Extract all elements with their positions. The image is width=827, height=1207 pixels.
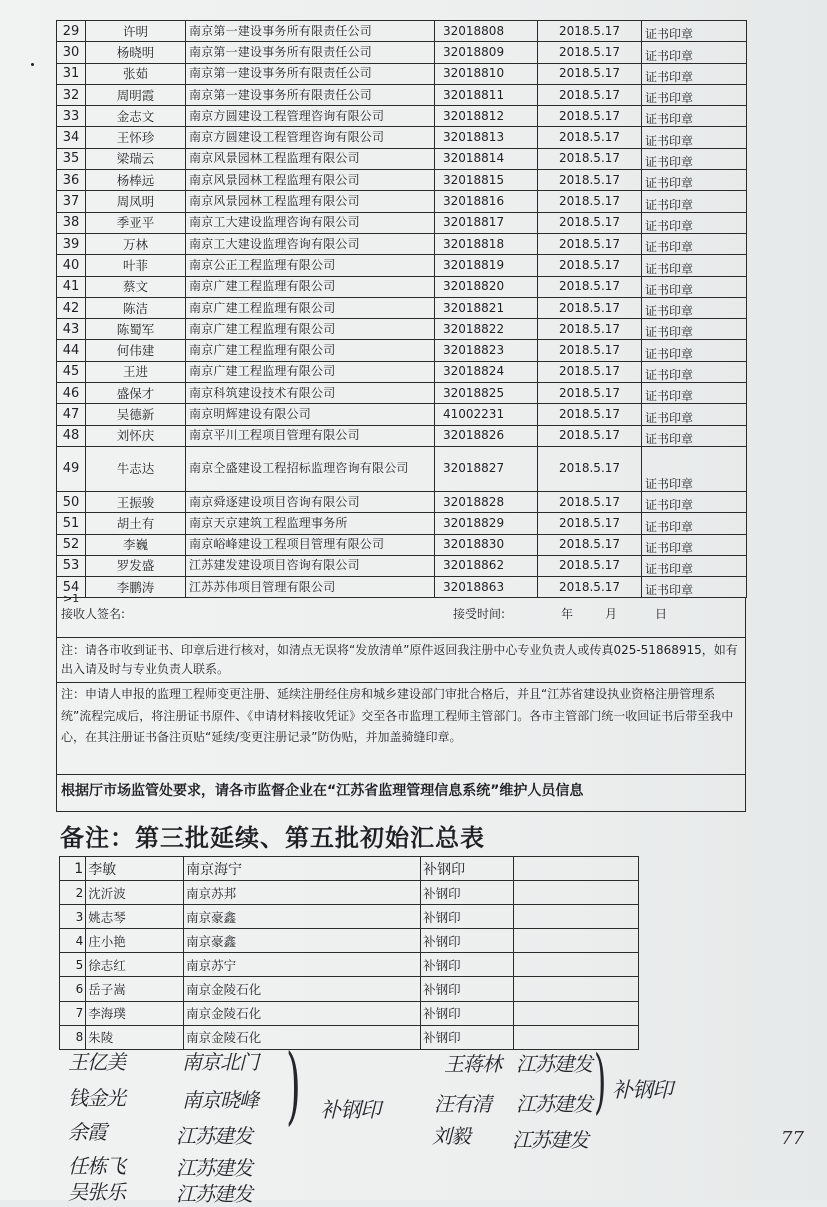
company-name: 南京工大建设监理咨询有限公司 xyxy=(186,233,435,254)
table-row xyxy=(57,577,747,598)
company-name: 南京广建工程监理有限公司 xyxy=(186,340,435,361)
remark-cell: 证书印章 xyxy=(642,63,747,84)
issue-date: 2018.5.17 xyxy=(538,577,642,598)
row-number: 4 xyxy=(60,929,86,953)
remedy-item: 补钢印 xyxy=(421,857,514,881)
table-row xyxy=(60,953,639,977)
stray-mark xyxy=(31,63,34,66)
certificate-number: 32018816 xyxy=(435,191,538,212)
company-name: 南京豪鑫 xyxy=(184,905,421,929)
person-name: 王怀珍 xyxy=(86,127,186,148)
row-number: 31 xyxy=(57,63,86,84)
certificate-number: 32018821 xyxy=(435,297,538,318)
certificate-number: 32018818 xyxy=(435,233,538,254)
handwritten-brace: ) xyxy=(594,1040,607,1122)
person-name: 朱陵 xyxy=(86,1025,184,1049)
table-row xyxy=(57,63,747,84)
certificate-number: 32018862 xyxy=(435,555,538,576)
remark-cell: 证书印章 xyxy=(642,319,747,340)
company-name: 南京第一建设事务所有限责任公司 xyxy=(186,21,435,42)
handwritten-company: 江苏建发 xyxy=(176,1124,252,1148)
handwritten-brace: ) xyxy=(286,1036,301,1134)
company-name: 南京金陵石化 xyxy=(184,1001,421,1025)
empty-cell xyxy=(513,953,638,977)
issue-date: 2018.5.17 xyxy=(538,361,642,382)
company-name: 南京峪峰建设工程项目管理有限公司 xyxy=(186,534,435,555)
row-number: 49 xyxy=(57,446,86,491)
company-name: 南京苏宁 xyxy=(184,953,421,977)
table-row xyxy=(57,127,747,148)
company-name: 南京金陵石化 xyxy=(184,1025,421,1049)
person-name: 王进 xyxy=(86,361,186,382)
person-name: 叶菲 xyxy=(86,255,186,276)
issue-date: 2018.5.17 xyxy=(538,319,642,340)
certificate-number: 32018826 xyxy=(435,425,538,446)
remedy-item: 补钢印 xyxy=(421,1025,514,1049)
signature-section xyxy=(56,592,746,638)
remark-cell: 证书印章 xyxy=(642,255,747,276)
company-name: 南京方圆建设工程管理咨询有限公司 xyxy=(186,106,435,127)
table-row xyxy=(60,1025,639,1049)
issue-date: 2018.5.17 xyxy=(538,491,642,512)
table-row xyxy=(57,340,747,361)
row-number: 29 xyxy=(57,21,86,42)
company-name: 江苏建发建设项目咨询有限公司 xyxy=(186,555,435,576)
person-name: 李巍 xyxy=(86,534,186,555)
table-row xyxy=(57,383,747,404)
person-name: 周明霞 xyxy=(86,84,186,105)
person-name: 沈沂波 xyxy=(86,881,184,905)
person-name: 许明 xyxy=(86,21,186,42)
company-name: 南京天京建筑工程监理事务所 xyxy=(186,513,435,534)
table-row xyxy=(57,319,747,340)
company-name: 南京第一建设事务所有限责任公司 xyxy=(186,84,435,105)
handwritten-note: 补钢印 xyxy=(320,1098,380,1122)
person-name: 蔡文 xyxy=(86,276,186,297)
person-name: 姚志琴 xyxy=(86,905,184,929)
table-row xyxy=(57,513,747,534)
remark-cell: 证书印章 xyxy=(642,297,747,318)
handwritten-name: 吴张乐 xyxy=(68,1180,125,1204)
issue-date: 2018.5.17 xyxy=(538,276,642,297)
table-row xyxy=(60,857,639,881)
handwritten-company: 江苏建发 xyxy=(176,1156,252,1180)
row-number: 34 xyxy=(57,127,86,148)
receiver-signature-label: 接收人签名: xyxy=(61,607,126,621)
company-name: 南京第一建设事务所有限责任公司 xyxy=(186,42,435,63)
handwritten-name: 王蒋林 xyxy=(444,1052,501,1076)
remark-cell: 证书印章 xyxy=(642,446,747,491)
table-row xyxy=(60,905,639,929)
empty-cell xyxy=(513,929,638,953)
remark-cell: 证书印章 xyxy=(642,191,747,212)
row-number: 48 xyxy=(57,425,86,446)
issue-date: 2018.5.17 xyxy=(538,534,642,555)
table-row xyxy=(57,276,747,297)
person-name: 万林 xyxy=(86,233,186,254)
company-name: 南京风景园林工程监理有限公司 xyxy=(186,170,435,191)
certificate-number: 32018810 xyxy=(435,63,538,84)
issue-date: 2018.5.17 xyxy=(538,233,642,254)
remark-cell: 证书印章 xyxy=(642,233,747,254)
certificate-number: 32018824 xyxy=(435,361,538,382)
table-row xyxy=(57,297,747,318)
issue-date: 2018.5.17 xyxy=(538,404,642,425)
person-name: 王振骏 xyxy=(86,491,186,512)
handwritten-name: 王亿美 xyxy=(68,1050,125,1074)
table-row xyxy=(57,534,747,555)
remark-cell: 证书印章 xyxy=(642,491,747,512)
certificate-number: 41002231 xyxy=(435,404,538,425)
person-name: 吴德新 xyxy=(86,404,186,425)
row-number: 50 xyxy=(57,491,86,512)
receive-time-label: 接受时间: xyxy=(453,607,506,621)
note-system-maintenance: 根据厅市场监管处要求，请各市监督企业在“江苏省监理管理信息系统”维护人员信息 xyxy=(56,775,746,812)
row-number: 40 xyxy=(57,255,86,276)
issue-date: 2018.5.17 xyxy=(538,127,642,148)
person-name: 罗发盛 xyxy=(86,555,186,576)
table-row xyxy=(57,491,747,512)
remark-cell: 证书印章 xyxy=(642,42,747,63)
company-name: 南京平川工程项目管理有限公司 xyxy=(186,425,435,446)
table-row xyxy=(57,84,747,105)
remark-cell: 证书印章 xyxy=(642,425,747,446)
remedy-item: 补钢印 xyxy=(421,1001,514,1025)
issue-date: 2018.5.17 xyxy=(538,383,642,404)
handwritten-mark: >1 xyxy=(63,592,80,605)
handwritten-company: 江苏建发 xyxy=(516,1052,592,1076)
remark-cell: 证书印章 xyxy=(642,170,747,191)
company-name: 南京金陵石化 xyxy=(184,977,421,1001)
handwritten-name: 汪有清 xyxy=(434,1092,491,1116)
remedy-item: 补钢印 xyxy=(421,953,514,977)
issue-date: 2018.5.17 xyxy=(538,255,642,276)
row-number: 39 xyxy=(57,233,86,254)
remark-cell: 证书印章 xyxy=(642,577,747,598)
person-name: 金志文 xyxy=(86,106,186,127)
issue-date: 2018.5.17 xyxy=(538,106,642,127)
certificate-number: 32018811 xyxy=(435,84,538,105)
table-row xyxy=(57,233,747,254)
certificate-number: 32018822 xyxy=(435,319,538,340)
company-name: 南京海宁 xyxy=(184,857,421,881)
month-label: 月 xyxy=(605,607,618,621)
remedy-item: 补钢印 xyxy=(421,977,514,1001)
remark-cell: 证书印章 xyxy=(642,513,747,534)
row-number: 30 xyxy=(57,42,86,63)
row-number: 47 xyxy=(57,404,86,425)
company-name: 南京豪鑫 xyxy=(184,929,421,953)
certificate-number: 32018808 xyxy=(435,21,538,42)
row-number: 44 xyxy=(57,340,86,361)
row-number: 53 xyxy=(57,555,86,576)
remark-cell: 证书印章 xyxy=(642,127,747,148)
table-row xyxy=(57,555,747,576)
row-number: 52 xyxy=(57,534,86,555)
remark-cell: 证书印章 xyxy=(642,276,747,297)
certificate-number: 32018828 xyxy=(435,491,538,512)
table-row xyxy=(57,404,747,425)
company-name: 南京方圆建设工程管理咨询有限公司 xyxy=(186,127,435,148)
company-name: 南京风景园林工程监理有限公司 xyxy=(186,191,435,212)
row-number: 5 xyxy=(60,953,86,977)
table-row xyxy=(57,361,747,382)
handwritten-company: 江苏建发 xyxy=(512,1128,588,1152)
issue-date: 2018.5.17 xyxy=(538,446,642,491)
certificate-number: 32018863 xyxy=(435,577,538,598)
issue-date: 2018.5.17 xyxy=(538,84,642,105)
table-row xyxy=(60,929,639,953)
person-name: 李鹏涛 xyxy=(86,577,186,598)
page-number: 77 xyxy=(781,1128,804,1149)
row-number: 1 xyxy=(60,857,86,881)
person-name: 张茹 xyxy=(86,63,186,84)
empty-cell xyxy=(513,1025,638,1049)
handwritten-company: 南京北门 xyxy=(182,1050,258,1074)
remedy-item: 补钢印 xyxy=(421,881,514,905)
table-row xyxy=(57,255,747,276)
table-row xyxy=(57,21,747,42)
handwritten-company: 南京晓峰 xyxy=(182,1088,258,1112)
remark-title: 备注：第三批延续、第五批初始汇总表 xyxy=(60,824,485,852)
certificate-number: 32018830 xyxy=(435,534,538,555)
issue-date: 2018.5.17 xyxy=(538,425,642,446)
certificate-number: 32018815 xyxy=(435,170,538,191)
certificate-number: 32018814 xyxy=(435,148,538,169)
certificate-number: 32018817 xyxy=(435,212,538,233)
person-name: 陈洁 xyxy=(86,297,186,318)
person-name: 何伟建 xyxy=(86,340,186,361)
company-name: 南京明辉建设有限公司 xyxy=(186,404,435,425)
remark-cell: 证书印章 xyxy=(642,555,747,576)
certificate-number: 32018812 xyxy=(435,106,538,127)
empty-cell xyxy=(513,857,638,881)
row-number: 38 xyxy=(57,212,86,233)
person-name: 陈蜀军 xyxy=(86,319,186,340)
person-name: 刘怀庆 xyxy=(86,425,186,446)
certificate-number: 32018823 xyxy=(435,340,538,361)
row-number: 7 xyxy=(60,1001,86,1025)
remark-cell: 证书印章 xyxy=(642,212,747,233)
company-name: 南京苏邦 xyxy=(184,881,421,905)
remark-cell: 证书印章 xyxy=(642,148,747,169)
table-row xyxy=(57,212,747,233)
company-name: 南京公正工程监理有限公司 xyxy=(186,255,435,276)
company-name: 南京仝盛建设工程招标监理咨询有限公司 xyxy=(186,446,435,491)
remark-cell: 证书印章 xyxy=(642,106,747,127)
company-name: 南京舜逐建设项目咨询有限公司 xyxy=(186,491,435,512)
remark-cell: 证书印章 xyxy=(642,383,747,404)
company-name: 南京广建工程监理有限公司 xyxy=(186,276,435,297)
handwritten-name: 钱金光 xyxy=(68,1086,125,1110)
row-number: 42 xyxy=(57,297,86,318)
certificate-number: 32018813 xyxy=(435,127,538,148)
handwritten-name: 任栋飞 xyxy=(68,1154,125,1178)
certificate-number: 32018819 xyxy=(435,255,538,276)
person-name: 李海璞 xyxy=(86,1001,184,1025)
table-row xyxy=(60,881,639,905)
remark-cell: 证书印章 xyxy=(642,84,747,105)
handwritten-note: 补钢印 xyxy=(612,1078,672,1102)
person-name: 李敏 xyxy=(86,857,184,881)
row-number: 43 xyxy=(57,319,86,340)
table-row xyxy=(57,148,747,169)
table-row xyxy=(57,446,747,491)
empty-cell xyxy=(513,1001,638,1025)
row-number: 35 xyxy=(57,148,86,169)
handwritten-name: 余霞 xyxy=(68,1120,106,1144)
person-name: 杨晓明 xyxy=(86,42,186,63)
day-label: 日 xyxy=(655,607,668,621)
row-number: 45 xyxy=(57,361,86,382)
issue-date: 2018.5.17 xyxy=(538,212,642,233)
empty-cell xyxy=(513,881,638,905)
person-name: 徐志红 xyxy=(86,953,184,977)
remark-cell: 证书印章 xyxy=(642,534,747,555)
company-name: 南京广建工程监理有限公司 xyxy=(186,361,435,382)
company-name: 南京风景园林工程监理有限公司 xyxy=(186,148,435,169)
remark-cell: 证书印章 xyxy=(642,340,747,361)
person-name: 梁瑞云 xyxy=(86,148,186,169)
row-number: 2 xyxy=(60,881,86,905)
year-label: 年 xyxy=(561,607,574,621)
row-number: 41 xyxy=(57,276,86,297)
empty-cell xyxy=(513,977,638,1001)
table-row xyxy=(57,170,747,191)
row-number: 51 xyxy=(57,513,86,534)
issue-date: 2018.5.17 xyxy=(538,191,642,212)
certificate-number: 32018825 xyxy=(435,383,538,404)
table-row xyxy=(60,1001,639,1025)
issue-date: 2018.5.17 xyxy=(538,21,642,42)
remark-cell: 证书印章 xyxy=(642,404,747,425)
note-registration: 注：申请人申报的监理工程师变更注册、延续注册经住房和城乡建设部门审批合格后，并且“江苏省建设执业资格注册管理系统”流程完成后，将注册证书原件、《申请材料接收凭证》交至各市监理工程师主管部门。各市主管部门统一收回证书后带至我中心，在其注册证书备注页贴“延续/变更注册记录”防伪贴，并加盖骑缝印章。 xyxy=(56,683,746,775)
row-number: 54 xyxy=(57,577,86,598)
issue-date: 2018.5.17 xyxy=(538,170,642,191)
company-name: 江苏苏伟项目管理有限公司 xyxy=(186,577,435,598)
empty-cell xyxy=(513,905,638,929)
company-name: 南京工大建设监理咨询有限公司 xyxy=(186,212,435,233)
handwritten-company: 江苏建发 xyxy=(176,1182,252,1206)
person-name: 周凤明 xyxy=(86,191,186,212)
issue-date: 2018.5.17 xyxy=(538,555,642,576)
company-name: 南京第一建设事务所有限责任公司 xyxy=(186,63,435,84)
person-name: 季亚平 xyxy=(86,212,186,233)
row-number: 6 xyxy=(60,977,86,1001)
certificate-number: 32018809 xyxy=(435,42,538,63)
person-name: 盛保才 xyxy=(86,383,186,404)
handwritten-name: 刘毅 xyxy=(432,1124,470,1148)
certificate-number: 32018820 xyxy=(435,276,538,297)
supplement-summary-table xyxy=(59,856,639,1050)
issue-date: 2018.5.17 xyxy=(538,42,642,63)
row-number: 36 xyxy=(57,170,86,191)
row-number: 37 xyxy=(57,191,86,212)
person-name: 牛志达 xyxy=(86,446,186,491)
note-verification: 注：请各市收到证书、印章后进行核对，如清点无误将“发放清单”原件返回我注册中心专业负责人或传真025-51868915，如有出入请及时与专业负责人联系。 xyxy=(56,638,746,683)
person-name: 岳子嵩 xyxy=(86,977,184,1001)
person-name: 胡土有 xyxy=(86,513,186,534)
table-row xyxy=(57,106,747,127)
row-number: 8 xyxy=(60,1025,86,1049)
certificate-number: 32018827 xyxy=(435,446,538,491)
table-row xyxy=(57,191,747,212)
person-name: 庄小艳 xyxy=(86,929,184,953)
company-name: 南京科筑建设技术有限公司 xyxy=(186,383,435,404)
person-name: 杨棒远 xyxy=(86,170,186,191)
issue-date: 2018.5.17 xyxy=(538,297,642,318)
row-number: 46 xyxy=(57,383,86,404)
row-number: 33 xyxy=(57,106,86,127)
certificate-number: 32018829 xyxy=(435,513,538,534)
company-name: 南京广建工程监理有限公司 xyxy=(186,297,435,318)
issue-date: 2018.5.17 xyxy=(538,63,642,84)
remark-cell: 证书印章 xyxy=(642,21,747,42)
remark-cell: 证书印章 xyxy=(642,361,747,382)
handwritten-company: 江苏建发 xyxy=(516,1092,592,1116)
company-name: 南京广建工程监理有限公司 xyxy=(186,319,435,340)
issue-date: 2018.5.17 xyxy=(538,513,642,534)
certificate-distribution-table xyxy=(56,20,747,598)
table-row xyxy=(60,977,639,1001)
remedy-item: 补钢印 xyxy=(421,929,514,953)
issue-date: 2018.5.17 xyxy=(538,340,642,361)
remedy-item: 补钢印 xyxy=(421,905,514,929)
table-row xyxy=(57,425,747,446)
row-number: 32 xyxy=(57,84,86,105)
issue-date: 2018.5.17 xyxy=(538,148,642,169)
table-row xyxy=(57,42,747,63)
row-number: 3 xyxy=(60,905,86,929)
